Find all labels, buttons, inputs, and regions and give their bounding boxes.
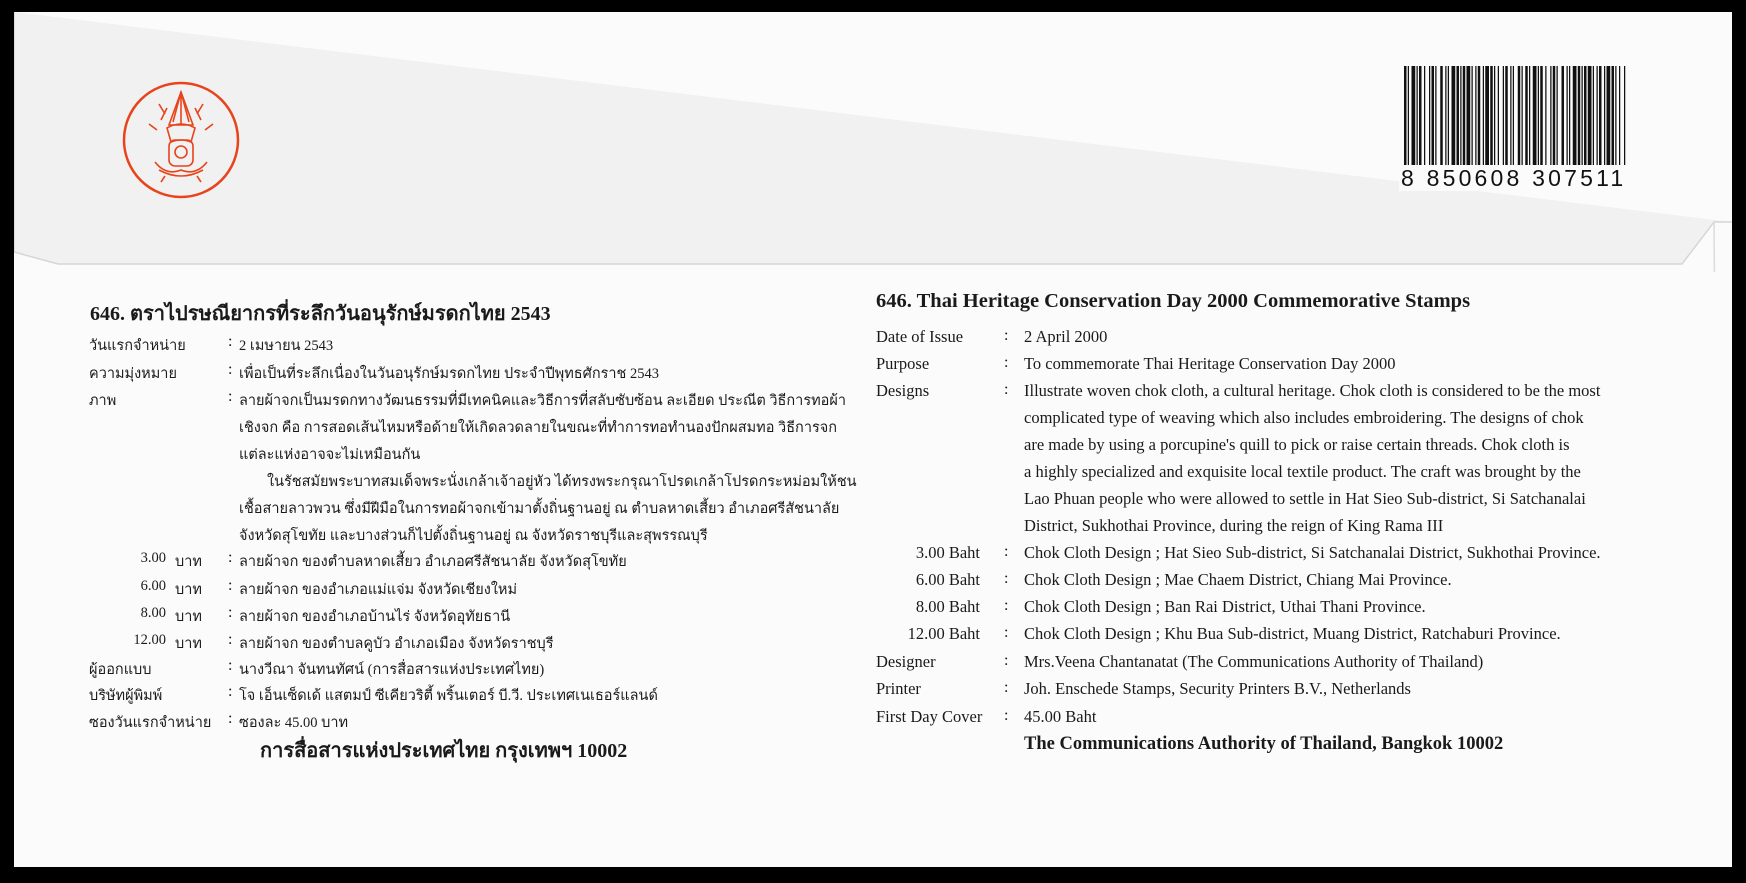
- english-date-value: 2 April 2000: [1024, 327, 1108, 346]
- english-stamp-value: 3.00 Baht: [915, 543, 980, 562]
- thai-design-line: จังหวัดสุโขทัย และบางส่วนก็ไปตั้งถิ่นฐานอยู่ ณ จังหวัดราชบุรีและสุพรรณบุรี: [239, 528, 708, 544]
- thai-design-line: แต่ละแห่งอาจจะไม่เหมือนกัน: [239, 447, 421, 463]
- colon: :: [1004, 597, 1009, 614]
- barcode-number: 8 850608 307511: [1401, 165, 1627, 191]
- english-stamp-desc: Chok Cloth Design ; Khu Bua Sub-district, Muang District, Ratchaburi Province.: [1024, 624, 1561, 643]
- thai-stamp-desc: ลายผ้าจก ของอำเภอแม่แจ่ม จังหวัดเชียงใหม่: [239, 582, 518, 598]
- thai-stamp-value: 8.00: [140, 605, 166, 621]
- english-stamp-value: 6.00 Baht: [915, 570, 980, 589]
- english-design-label: Designs: [876, 381, 930, 400]
- colon: :: [1004, 570, 1009, 587]
- envelope-back: [14, 12, 1732, 867]
- thai-stamp-unit: บาท: [175, 554, 202, 570]
- thai-purpose-value: เพื่อเป็นที่ระลึกเนื่องในวันอนุรักษ์มรดกไทย ประจำปีพุทธศักราช 2543: [239, 366, 660, 382]
- colon: :: [228, 549, 233, 566]
- colon: :: [1004, 707, 1009, 724]
- english-design-line: Illustrate woven chok cloth, a cultural heritage. Chok cloth is considered to be the most: [1024, 381, 1601, 400]
- english-stamp-desc: Chok Cloth Design ; Mae Chaem District, Chiang Mai Province.: [1024, 570, 1452, 589]
- english-fdc-label: First Day Cover: [876, 707, 983, 726]
- english-purpose-value: To commemorate Thai Heritage Conservation Day 2000: [1024, 354, 1396, 373]
- thai-stamp-value: 3.00: [140, 550, 166, 566]
- colon: :: [1004, 354, 1009, 371]
- english-design-line: District, Sukhothai Province, during the reign of King Rama III: [1024, 516, 1444, 535]
- colon: :: [228, 333, 233, 350]
- thai-designer-value: นางวีณา จันทนทัศน์ (การสื่อสารแห่งประเทศไทย): [239, 662, 545, 678]
- thai-date-value: 2 เมษายน 2543: [239, 338, 334, 354]
- english-date-label: Date of Issue: [876, 327, 964, 346]
- english-design-line: a highly specialized and exquisite local textile product. The craft was brought by the: [1024, 462, 1581, 481]
- communications-authority-emblem-icon: [121, 80, 241, 200]
- english-stamp-value: 8.00 Baht: [915, 597, 980, 616]
- thai-date-label: วันแรกจำหน่าย: [89, 338, 186, 354]
- colon: :: [228, 631, 233, 648]
- colon: :: [228, 710, 233, 727]
- colon: :: [1004, 679, 1009, 696]
- thai-footer: การสื่อสารแห่งประเทศไทย กรุงเทพฯ 10002: [260, 740, 628, 762]
- thai-title: 646. ตราไปรษณียากรที่ระลึกวันอนุรักษ์มรดกไทย 2543: [90, 303, 551, 325]
- english-title: 646. Thai Heritage Conservation Day 2000 Commemorative Stamps: [876, 290, 1471, 312]
- thai-stamp-desc: ลายผ้าจก ของอำเภอบ้านไร่ จังหวัดอุทัยธานี: [239, 609, 511, 625]
- colon: :: [1004, 381, 1009, 398]
- colon: :: [1004, 327, 1009, 344]
- english-designer-label: Designer: [876, 652, 936, 671]
- colon: :: [228, 657, 233, 674]
- thai-fdc-label: ซองวันแรกจำหน่าย: [89, 715, 212, 731]
- colon: :: [228, 683, 233, 700]
- thai-stamp-value: 6.00: [140, 578, 166, 594]
- colon: :: [228, 361, 233, 378]
- thai-design-line: ลายผ้าจกเป็นมรดกทางวัฒนธรรมที่มีเทคนิคและวิธีการที่สลับซับซ้อน ละเอียด ประณีต วิธีการทอผ้า: [239, 393, 847, 409]
- thai-design-line: ในรัชสมัยพระบาทสมเด็จพระนั่งเกล้าเจ้าอยู่หัว ได้ทรงพระกรุณาโปรดเกล้าโปรดกระหม่อมให้ชน: [267, 474, 857, 490]
- thai-fdc-value: ซองละ 45.00 บาท: [239, 715, 349, 731]
- english-printer-label: Printer: [876, 679, 921, 698]
- colon: :: [1004, 652, 1009, 669]
- thai-stamp-desc: ลายผ้าจก ของตำบลคูบัว อำเภอเมือง จังหวัดราชบุรี: [239, 636, 554, 652]
- english-design-line: complicated type of weaving which also includes embroidering. The designs of chok: [1024, 408, 1584, 427]
- thai-design-label: ภาพ: [89, 393, 117, 409]
- english-purpose-label: Purpose: [876, 354, 930, 373]
- thai-design-line: เชื้อสายลาวพวน ซึ่งมีฝีมือในการทอผ้าจกเข้ามาตั้งถิ่นฐานอยู่ ณ ตำบลหาดเสี้ยว อำเภอศรีสัชนาลัย: [239, 501, 840, 517]
- thai-printer-label: บริษัทผู้พิมพ์: [89, 688, 163, 704]
- thai-stamp-desc: ลายผ้าจก ของตำบลหาดเสี้ยว อำเภอศรีสัชนาลัย จังหวัดสุโขทัย: [239, 554, 627, 570]
- colon: :: [228, 388, 233, 405]
- english-stamp-desc: Chok Cloth Design ; Hat Sieo Sub-district, Si Satchanalai District, Sukhothai Province.: [1024, 543, 1601, 562]
- thai-printer-value: โจ เอ็นเซ็ดเด้ แสตมป์ ซีเคียวริตี้ พริ้นเตอร์ บี.วี. ประเทศเนเธอร์แลนด์: [239, 688, 658, 704]
- colon: :: [228, 577, 233, 594]
- thai-stamp-value: 12.00: [133, 632, 166, 648]
- thai-purpose-label: ความมุ่งหมาย: [89, 366, 177, 382]
- thai-design-line: เชิงจก คือ การสอดเส้นไหมหรือด้ายให้เกิดลวดลายในขณะที่ทำการทอทำนองปักผสมทอ วิธีการจก: [239, 420, 838, 436]
- colon: :: [228, 604, 233, 621]
- thai-stamp-unit: บาท: [175, 582, 202, 598]
- colon: :: [1004, 624, 1009, 641]
- english-printer-value: Joh. Enschede Stamps, Security Printers B.V., Netherlands: [1024, 679, 1411, 698]
- thai-stamp-unit: บาท: [175, 636, 202, 652]
- english-stamp-desc: Chok Cloth Design ; Ban Rai District, Uthai Thani Province.: [1024, 597, 1426, 616]
- english-fdc-value: 45.00 Baht: [1024, 707, 1097, 726]
- colon: :: [1004, 543, 1009, 560]
- english-designer-value: Mrs.Veena Chantanatat (The Communications Authority of Thailand): [1024, 652, 1484, 671]
- english-design-line: are made by using a porcupine's quill to pick or raise certain threads. Chok cloth is: [1024, 435, 1570, 454]
- english-design-line: Lao Phuan people who were allowed to settle in Hat Sieo Sub-district, Si Satchanalai: [1024, 489, 1586, 508]
- english-footer: The Communications Authority of Thailand, Bangkok 10002: [1024, 734, 1504, 754]
- english-stamp-value: 12.00 Baht: [907, 624, 980, 643]
- thai-stamp-unit: บาท: [175, 609, 202, 625]
- thai-designer-label: ผู้ออกแบบ: [89, 662, 152, 678]
